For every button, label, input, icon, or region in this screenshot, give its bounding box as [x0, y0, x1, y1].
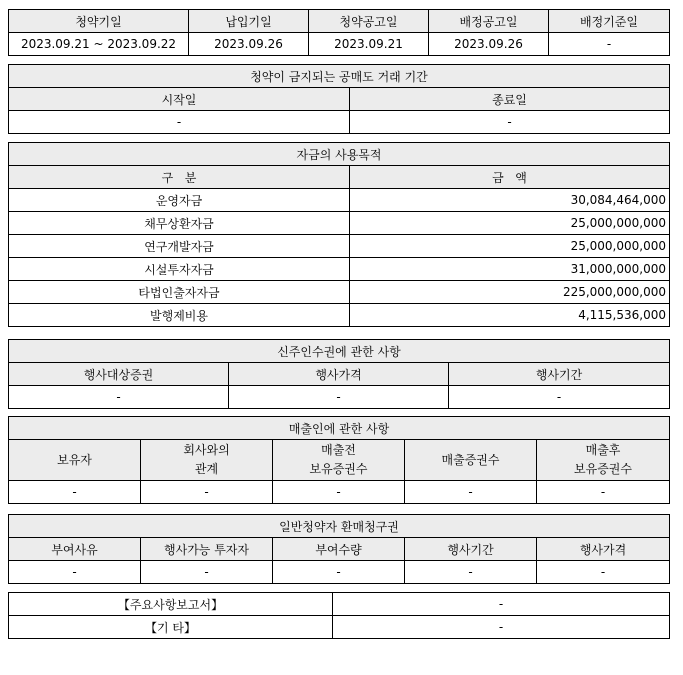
funds-label: 채무상환자금 — [9, 212, 350, 235]
rights-period-header: 행사기간 — [449, 363, 670, 386]
putback-quantity-header: 부여수량 — [273, 538, 405, 561]
table-row — [9, 235, 670, 258]
seller-holder-value: - — [9, 481, 141, 504]
notes-label: 【주요사항보고서】 — [9, 593, 333, 616]
putback-table — [8, 514, 670, 584]
short-sale-start-header: 시작일 — [9, 88, 350, 111]
seller-after-holdings-value: - — [537, 481, 670, 504]
putback-period-value: - — [405, 561, 537, 584]
short-sale-start-value: - — [9, 111, 350, 134]
short-sale-end-value: - — [350, 111, 670, 134]
subscription-date-value: 2023.09.21 ~ 2023.09.22 — [9, 33, 189, 56]
table-row — [9, 212, 670, 235]
rights-title: 신주인수권에 관한 사항 — [9, 340, 670, 363]
seller-relation-value: - — [141, 481, 273, 504]
subscription-notice-date-header: 청약공고일 — [309, 10, 429, 33]
seller-title: 매출인에 관한 사항 — [9, 417, 670, 440]
short-sale-end-header: 종료일 — [350, 88, 670, 111]
funds-label: 연구개발자금 — [9, 235, 350, 258]
notes-table — [8, 592, 670, 639]
schedule-value-row — [9, 33, 670, 56]
putback-investor-header: 행사가능 투자자 — [141, 538, 273, 561]
funds-amount-header: 금 액 — [350, 166, 670, 189]
seller-before-holdings-value: - — [273, 481, 405, 504]
funds-amount: 25,000,000,000 — [350, 212, 670, 235]
notes-label: 【기 타】 — [9, 616, 333, 639]
funds-amount: 4,115,536,000 — [350, 304, 670, 327]
rights-price-value: - — [229, 386, 449, 409]
seller-before-holdings-header: 매출전 보유증권수 — [273, 440, 405, 481]
table-row — [9, 189, 670, 212]
putback-title: 일반청약자 환매청구권 — [9, 515, 670, 538]
putback-price-value: - — [537, 561, 670, 584]
short-sale-table — [8, 64, 670, 134]
funds-amount: 31,000,000,000 — [350, 258, 670, 281]
funds-table — [8, 142, 670, 327]
seller-after-holdings-header: 매출후 보유증권수 — [537, 440, 670, 481]
subscription-date-header: 청약기일 — [9, 10, 189, 33]
schedule-header-row — [9, 10, 670, 33]
table-row — [9, 281, 670, 304]
seller-holder-header: 보유자 — [9, 440, 141, 481]
allotment-notice-date-value: 2023.09.26 — [429, 33, 549, 56]
funds-label: 발행제비용 — [9, 304, 350, 327]
table-row — [9, 616, 670, 639]
putback-reason-value: - — [9, 561, 141, 584]
table-row — [9, 258, 670, 281]
funds-amount: 30,084,464,000 — [350, 189, 670, 212]
payment-date-header: 납입기일 — [189, 10, 309, 33]
notes-value: - — [333, 616, 670, 639]
putback-quantity-value: - — [273, 561, 405, 584]
seller-sale-quantity-value: - — [405, 481, 537, 504]
short-sale-title: 청약이 금지되는 공매도 거래 기간 — [9, 65, 670, 88]
funds-label: 시설투자자금 — [9, 258, 350, 281]
allotment-base-date-value: - — [549, 33, 670, 56]
funds-label: 타법인출자자금 — [9, 281, 350, 304]
allotment-base-date-header: 배정기준일 — [549, 10, 670, 33]
table-row — [9, 593, 670, 616]
rights-security-header: 행사대상증권 — [9, 363, 229, 386]
funds-amount: 225,000,000,000 — [350, 281, 670, 304]
rights-price-header: 행사가격 — [229, 363, 449, 386]
funds-title: 자금의 사용목적 — [9, 143, 670, 166]
putback-reason-header: 부여사유 — [9, 538, 141, 561]
rights-table — [8, 339, 670, 409]
funds-category-header: 구 분 — [9, 166, 350, 189]
seller-relation-header: 회사와의 관계 — [141, 440, 273, 481]
putback-investor-value: - — [141, 561, 273, 584]
schedule-table — [8, 9, 670, 56]
payment-date-value: 2023.09.26 — [189, 33, 309, 56]
putback-period-header: 행사기간 — [405, 538, 537, 561]
seller-sale-quantity-header: 매출증권수 — [405, 440, 537, 481]
subscription-notice-date-value: 2023.09.21 — [309, 33, 429, 56]
putback-price-header: 행사가격 — [537, 538, 670, 561]
seller-table — [8, 416, 670, 504]
funds-label: 운영자금 — [9, 189, 350, 212]
notes-value: - — [333, 593, 670, 616]
rights-period-value: - — [449, 386, 670, 409]
rights-security-value: - — [9, 386, 229, 409]
allotment-notice-date-header: 배정공고일 — [429, 10, 549, 33]
funds-amount: 25,000,000,000 — [350, 235, 670, 258]
table-row — [9, 304, 670, 327]
